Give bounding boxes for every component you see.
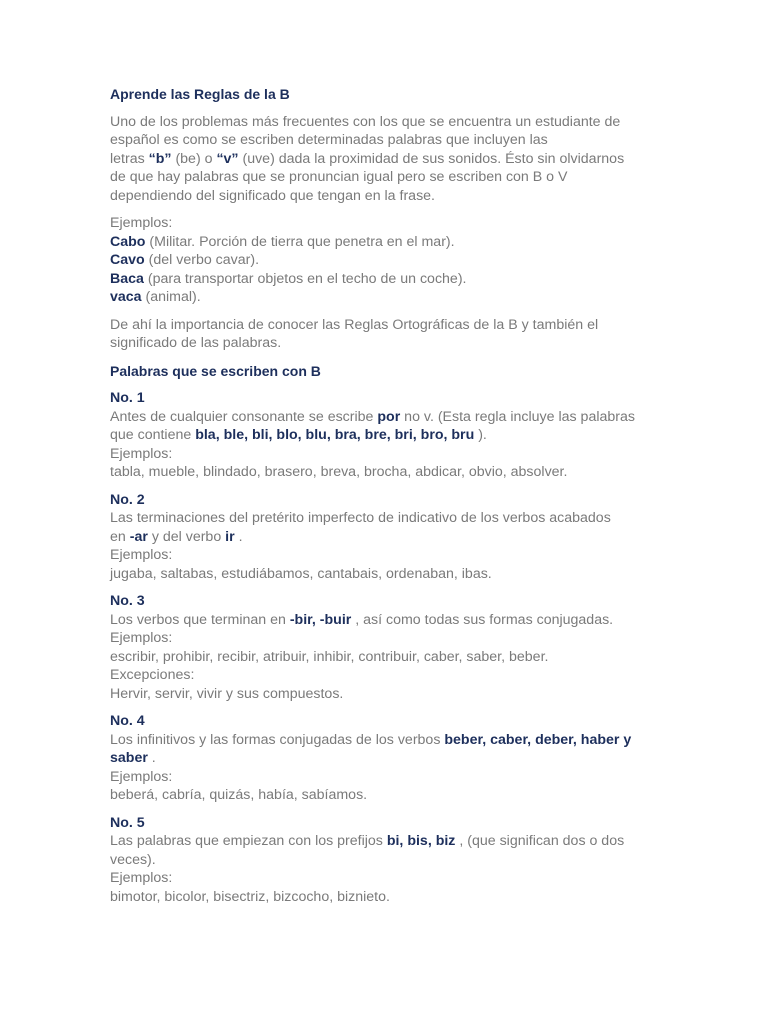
rule-text	[110, 731, 665, 750]
intro-line: dependiendo del significado que tengan en la frase.	[110, 187, 435, 204]
examples-label: Ejemplos:	[110, 445, 173, 462]
rule-1	[110, 389, 665, 482]
section-title: Palabras que se escriben con B	[110, 362, 321, 379]
example-item	[110, 288, 665, 307]
example-desc: (del verbo cavar).	[144, 252, 260, 268]
rule-text	[110, 408, 665, 427]
text: .	[147, 750, 156, 766]
intro-line: Uno de los problemas más frecuentes con los que se encuentra un estudiante de	[110, 113, 621, 130]
examples-list: escribir, prohibir, recibir, atribuir, inhibir, contribuir, caber, saber, beber.	[110, 648, 549, 665]
rule-heading: No. 2	[110, 491, 145, 508]
example-desc: (para transportar objetos en el techo de un coche).	[143, 270, 467, 287]
examples-label: Ejemplos:	[110, 630, 173, 646]
letter-v: “v”	[216, 150, 239, 167]
rule-text	[110, 611, 665, 630]
highlight: por	[377, 408, 401, 425]
importance-line: significado de las palabras.	[110, 335, 282, 351]
examples-list: beberá, cabría, quizás, había, sabíamos.	[110, 787, 368, 803]
exceptions-label: Excepciones:	[110, 667, 195, 683]
example-desc: (animal).	[141, 289, 201, 305]
intro-line: español es como se escriben determinadas palabras que incluyen las	[110, 132, 548, 148]
rule-text: veces).	[110, 851, 156, 868]
highlight: -bir, -buir	[289, 611, 352, 628]
rule-heading: No. 5	[110, 814, 145, 831]
text: , (que significan dos o dos	[455, 833, 625, 849]
text: Antes de cualquier consonante se escribe	[110, 408, 378, 425]
highlight: ir	[225, 528, 235, 545]
rule-text	[110, 426, 665, 445]
text: .	[234, 528, 243, 545]
intro-line: de que hay palabras que se pronuncian igual pero se escriben con B o V	[110, 169, 568, 185]
highlight: saber	[110, 750, 148, 766]
text: Los infinitivos y las formas conjugadas de los verbos	[110, 731, 445, 748]
example-item	[110, 251, 665, 270]
example-word: Baca	[110, 270, 144, 287]
rule-2	[110, 491, 665, 584]
example-word: vaca	[110, 289, 142, 305]
example-item	[110, 270, 665, 289]
text: , así como todas sus formas conjugadas.	[351, 611, 614, 628]
example-item	[110, 233, 665, 252]
text: ).	[474, 427, 487, 443]
text: no v. (Esta regla incluye las palabras	[400, 408, 635, 425]
text: (uve) dada la proximidad de sus sonidos. Ésto sin olvidarnos	[238, 150, 625, 167]
highlight: bla, ble, bli, blo, blu, bra, bre, bri, bro, bru	[195, 427, 475, 443]
importance-paragraph	[110, 316, 665, 353]
rule-text	[110, 832, 665, 851]
example-word: Cavo	[110, 252, 145, 268]
examples-label: Ejemplos:	[110, 870, 173, 886]
examples-label: Ejemplos:	[110, 215, 173, 231]
importance-line: De ahí la importancia de conocer las Reglas Ortográficas de la B y también el	[110, 316, 599, 333]
examples-list: bimotor, bicolor, bisectriz, bizcocho, biznieto.	[110, 888, 390, 905]
text: letras	[110, 150, 149, 167]
highlight: bi, bis, biz	[386, 833, 456, 849]
exceptions-list: Hervir, servir, vivir y sus compuestos.	[110, 685, 344, 702]
page-title: Aprende las Reglas de la B	[110, 86, 290, 102]
rule-text: Las terminaciones del pretérito imperfecto de indicativo de los verbos acabados	[110, 510, 611, 526]
examples-label: Ejemplos:	[110, 547, 173, 563]
text: que contiene	[110, 427, 196, 443]
example-desc: (Militar. Porción de tierra que penetra en el mar).	[145, 233, 455, 250]
rule-text	[110, 749, 665, 768]
letter-b: “b”	[148, 150, 172, 167]
rule-heading: No. 3	[110, 593, 145, 609]
intro-line	[110, 150, 665, 169]
rule-heading: No. 4	[110, 713, 145, 729]
rule-3	[110, 592, 665, 703]
examples-label: Ejemplos:	[110, 768, 173, 785]
examples-list: jugaba, saltabas, estudiábamos, cantabais, ordenaban, ibas.	[110, 565, 492, 582]
text: y del verbo	[147, 528, 226, 545]
text: Los verbos que terminan en	[110, 611, 290, 628]
examples-list: tabla, mueble, blindado, brasero, breva, brocha, abdicar, obvio, absolver.	[110, 464, 568, 480]
intro-paragraph	[110, 113, 665, 206]
text: Las palabras que empiezan con los prefijos	[110, 833, 387, 849]
highlight: -ar	[129, 528, 148, 545]
rule-5	[110, 814, 665, 907]
rule-heading: No. 1	[110, 390, 145, 406]
example-word: Cabo	[110, 233, 146, 250]
rule-text	[110, 528, 665, 547]
text: en	[110, 528, 130, 545]
document-page	[110, 85, 665, 915]
highlight: beber, caber, deber, haber y	[444, 731, 632, 748]
examples-block	[110, 214, 665, 307]
rule-4	[110, 712, 665, 805]
text: (be) o	[171, 150, 217, 167]
